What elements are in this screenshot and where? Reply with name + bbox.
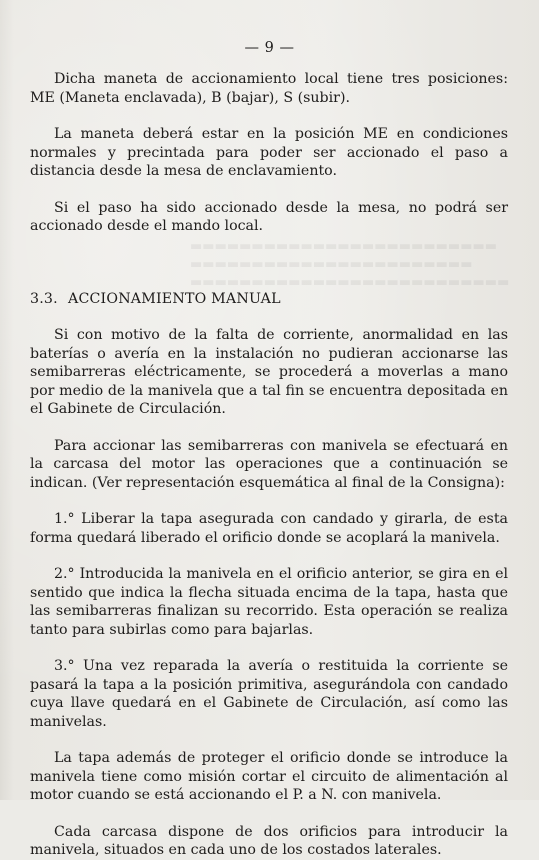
paragraph-carcasa: Cada carcasa dispone de dos orificios para introducir la manivela, situados en cada uno de los costados laterales. — [30, 823, 508, 858]
paragraph-maneta-positions: Dicha maneta de accionamiento local tiene tres posiciones: ME (Maneta enclavada), B (bajar), S (subir). — [30, 71, 508, 106]
page-body — [30, 70, 508, 860]
show-through-shadow: ▬▬▬▬▬▬▬▬▬▬▬▬▬▬▬▬▬▬▬▬▬▬▬▬▬▬ — [190, 275, 510, 290]
step-3: 3.° Una vez reparada la avería o restituida la corriente se pasará la tapa a la posición primitiva, asegurándola con candado cuya llave quedará en el Gabinete de Circulación, así como las manivelas. — [30, 658, 508, 730]
section-number: 3.3. — [30, 290, 58, 307]
show-through-shadow: ▬▬▬▬▬▬▬▬▬▬▬▬▬▬▬▬▬▬▬▬▬▬▬ — [190, 257, 473, 272]
step-2: 2.° Introducida la manivela en el orificio anterior, se gira en el sentido que indica la flecha situada encima de la tapa, hasta que las semibarreras finalizan su recorrido. Esta operación se realiza tanto para subirlas como para bajarlas. — [30, 566, 508, 638]
paragraph-maneta-me: La maneta deberá estar en la posición ME en condiciones normales y precintada para poder ser accionado el paso a distancia desde la mesa de enclavamiento. — [30, 126, 508, 179]
paragraph-falta-corriente: Si con motivo de la falta de corriente, anormalidad en las baterías o avería en la instalación no pudieran accionarse las semibarreras eléctricamente, se procederá a moverlas a mano por medio de la manivela que a tal fin se encuentra depositada en el Gabinete de Circulación. — [30, 327, 508, 417]
section-heading — [30, 290, 508, 309]
paragraph-mando-local: Si el paso ha sido accionado desde la mesa, no podrá ser accionado desde el mando local. — [30, 199, 508, 234]
step-1: 1.° Liberar la tapa asegurada con candado y girarla, de esta forma quedará liberado el orificio donde se acoplará la manivela. — [30, 511, 508, 546]
section-title: ACCIONAMIENTO MANUAL — [68, 290, 281, 307]
paragraph-accionar-manivela: Para accionar las semibarreras con manivela se efectuará en la carcasa del motor las operaciones que a continuación se indican. (Ver representación esquemática al final de la Consigna): — [30, 437, 508, 491]
page-number: — 9 — — [244, 40, 295, 56]
show-through-shadow: ▬▬▬▬▬▬▬▬▬▬▬▬▬▬▬▬▬▬▬▬▬▬▬▬▬ — [190, 239, 498, 254]
paragraph-tapa: La tapa además de proteger el orificio donde se introduce la manivela tiene como misión cortar el circuito de alimentación al motor cuando se está accionando el P. a N. con manivela. — [30, 750, 508, 803]
